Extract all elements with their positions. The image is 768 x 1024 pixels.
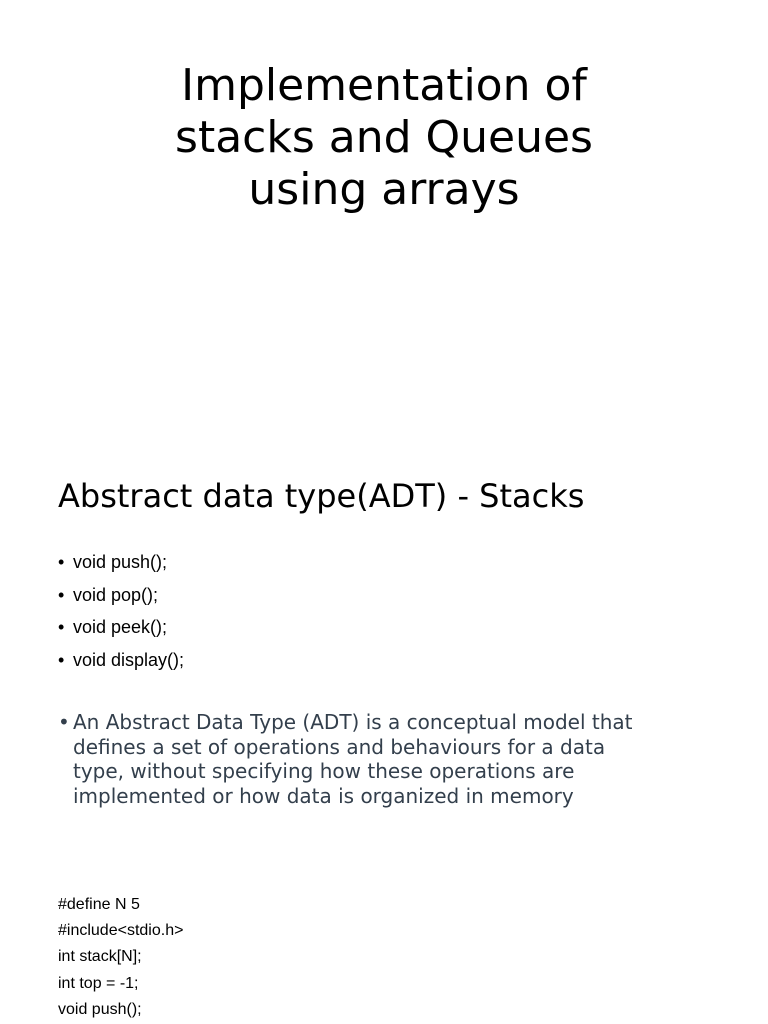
bullet-icon: •: [58, 649, 65, 670]
adt-definition: [58, 710, 718, 808]
slide-title: [0, 60, 768, 216]
operation-text: void display();: [73, 649, 185, 670]
bullet-icon: •: [58, 710, 70, 734]
operation-text: void peek();: [73, 617, 168, 637]
operation-text: void push();: [73, 552, 168, 572]
operations-list: [58, 546, 184, 676]
code-line: int stack[N];: [58, 948, 142, 966]
code-line: void push();: [58, 1000, 142, 1018]
definition-line: type, without specifying how these operations are: [73, 759, 575, 783]
title-line: Implementation of: [181, 60, 587, 111]
title-line: stacks and Queues: [175, 112, 593, 163]
list-item: [58, 644, 184, 677]
code-line: #include<stdio.h>: [58, 922, 184, 940]
code-block: [58, 892, 183, 1023]
definition-line: An Abstract Data Type (ADT) is a conceptual model that: [73, 710, 633, 734]
code-line: int top = -1;: [58, 974, 139, 992]
list-item: [58, 579, 184, 612]
list-item: [58, 546, 184, 579]
operation-text: void pop();: [73, 584, 159, 605]
bullet-icon: •: [58, 584, 65, 605]
code-line: #define N 5: [58, 896, 140, 913]
section-heading: Abstract data type(ADT) - Stacks: [58, 477, 585, 515]
list-item: [58, 611, 184, 644]
definition-line: defines a set of operations and behaviours for a data: [73, 734, 606, 759]
definition-line: implemented or how data is organized in memory: [73, 783, 574, 808]
title-line: using arrays: [248, 164, 520, 215]
definition-text: [73, 710, 718, 808]
bullet-icon: •: [58, 552, 65, 572]
bullet-icon: •: [58, 617, 65, 637]
